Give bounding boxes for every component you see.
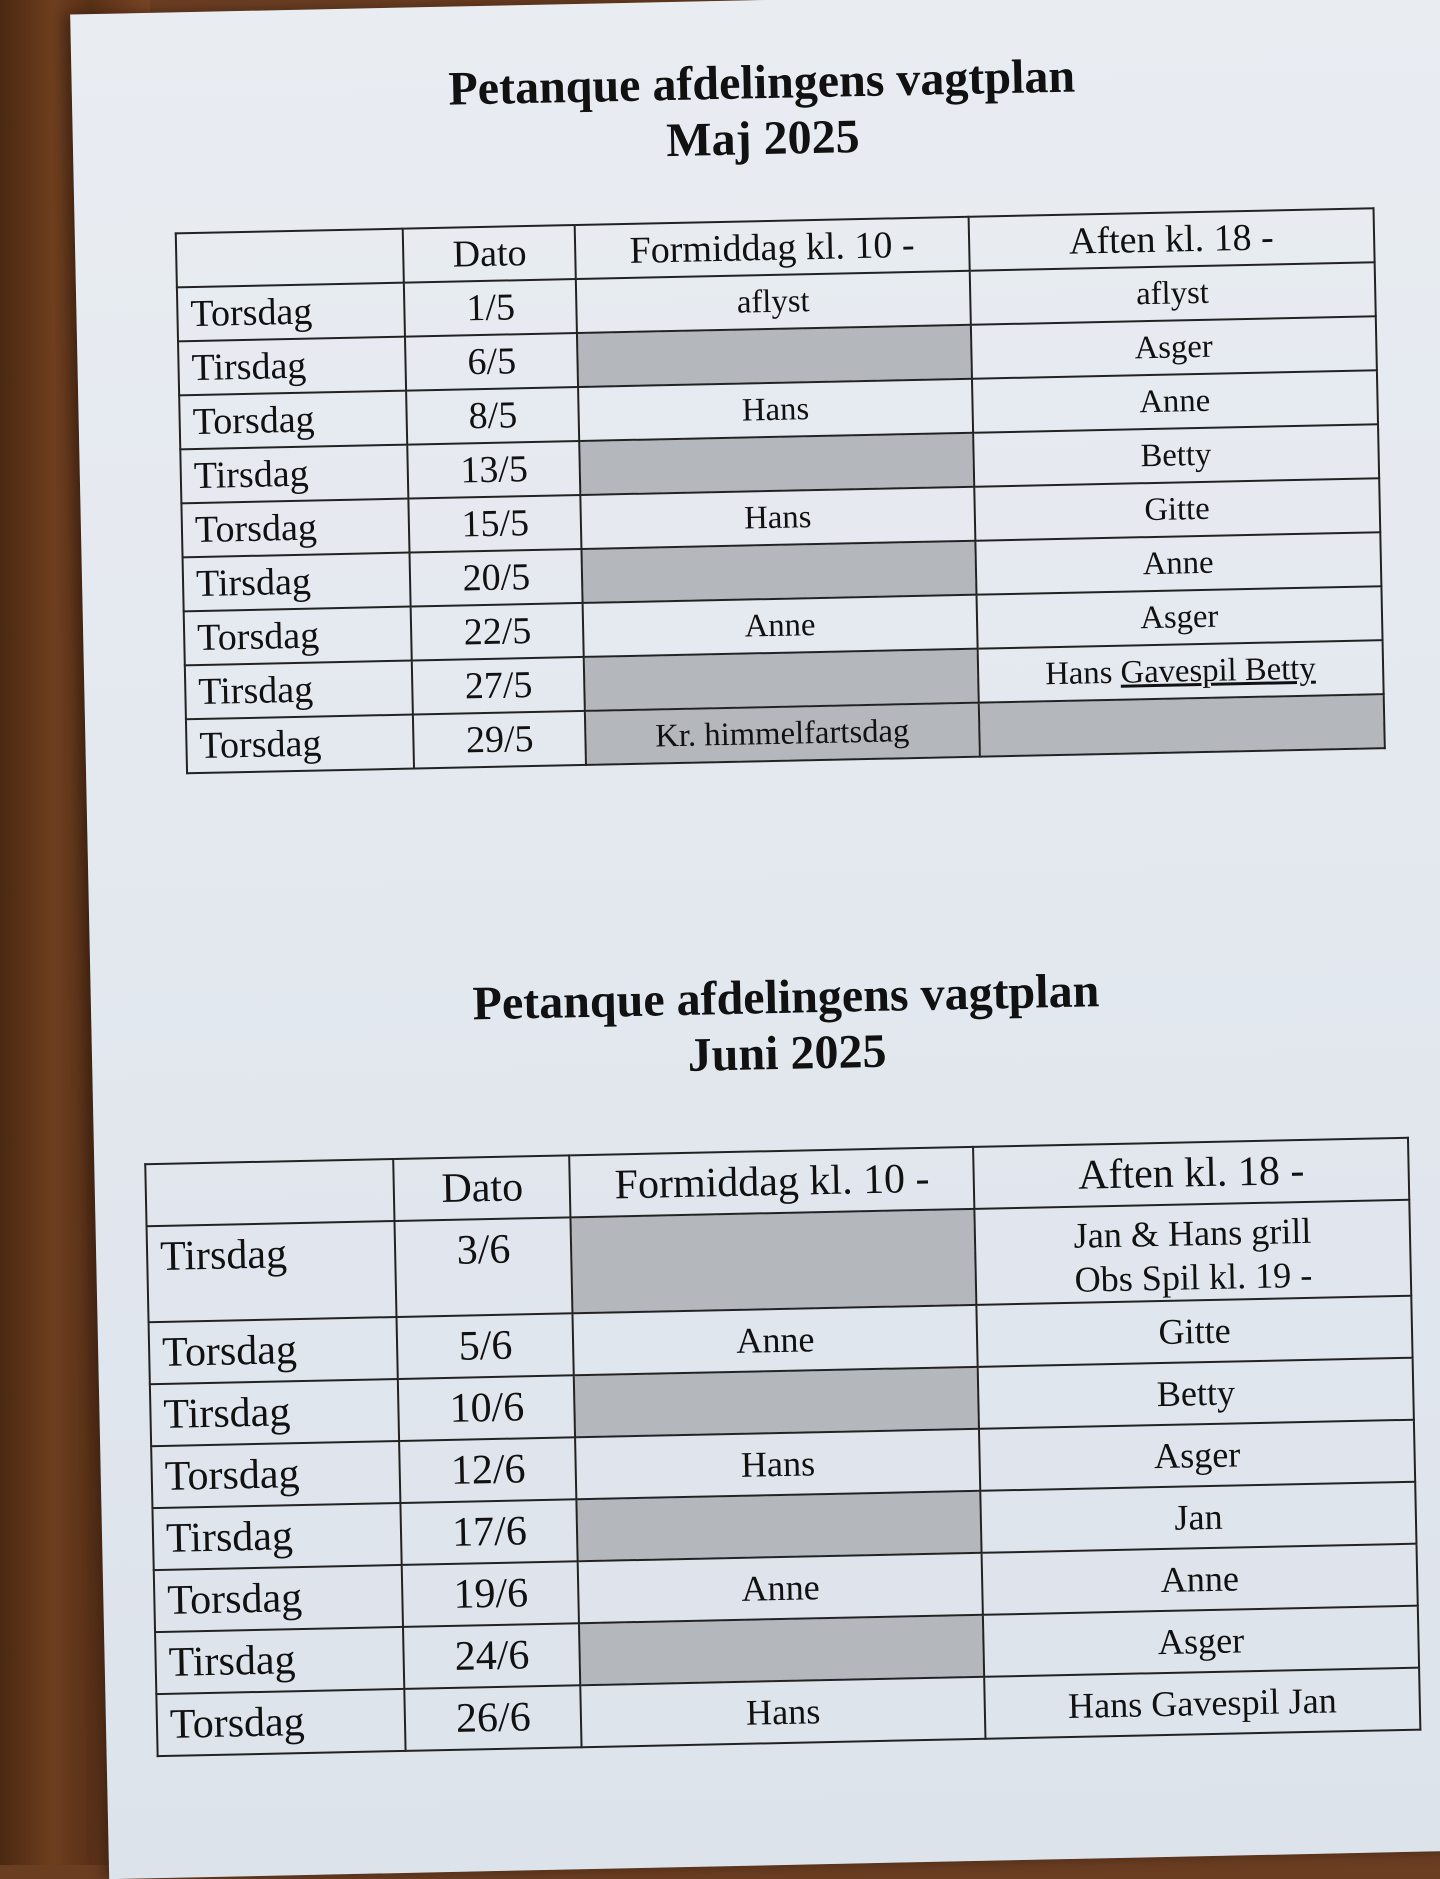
header-cell-morning: Formiddag kl. 10 -: [570, 1147, 975, 1217]
morning-cell: Hans: [581, 487, 975, 549]
june-title-line2: Juni 2025: [687, 1024, 887, 1082]
date-cell: 8/5: [406, 387, 579, 445]
date-cell: 1/5: [404, 279, 577, 337]
evening-cell: Betty: [973, 424, 1380, 486]
date-cell: 27/5: [412, 657, 585, 715]
morning-cell-blocked: [582, 541, 976, 603]
evening-cell: [977, 640, 1384, 702]
morning-cell: Hans: [581, 1677, 986, 1747]
may-section: [71, 40, 1440, 768]
morning-cell-holiday: Kr. himmelfartsdag: [585, 703, 979, 765]
header-cell-empty: [145, 1159, 395, 1226]
header-cell-date: Dato: [403, 225, 576, 283]
day-cell: Torsdag: [149, 1317, 399, 1384]
day-cell: Tirsdag: [155, 1627, 405, 1694]
evening-line1: Jan & Hans grill: [1073, 1210, 1312, 1256]
evening-cell: [975, 1200, 1412, 1305]
day-cell: Tirsdag: [150, 1379, 400, 1446]
paper-sheet: [70, 0, 1440, 1879]
day-cell: Torsdag: [156, 1689, 406, 1756]
evening-cell: Anne: [982, 1544, 1418, 1615]
morning-cell-blocked: [574, 1367, 979, 1437]
header-cell-evening: Aften kl. 18 -: [973, 1138, 1409, 1209]
date-cell: 17/6: [401, 1499, 578, 1565]
evening-cell: Anne: [975, 532, 1382, 594]
day-cell: Torsdag: [177, 283, 405, 342]
may-schedule-table: [175, 207, 1386, 774]
morning-cell: aflyst: [576, 271, 970, 333]
day-cell: Torsdag: [154, 1565, 404, 1632]
day-cell: Torsdag: [151, 1441, 401, 1508]
day-cell: Tirsdag: [183, 553, 411, 612]
evening-line2: Obs Spil kl. 19 -: [1074, 1254, 1313, 1300]
header-cell-evening: Aften kl. 18 -: [968, 208, 1375, 270]
date-cell: 15/5: [409, 495, 582, 553]
evening-name: Hans: [1044, 654, 1113, 692]
date-cell: 10/6: [398, 1375, 575, 1441]
day-cell: Tirsdag: [180, 445, 408, 504]
morning-cell: Hans: [578, 379, 972, 441]
date-cell: 5/6: [397, 1313, 574, 1379]
day-cell: Torsdag: [184, 607, 412, 666]
may-title-line2: Maj 2025: [665, 110, 861, 168]
evening-cell: Gitte: [977, 1296, 1413, 1367]
evening-cell: Gitte: [974, 478, 1381, 540]
evening-cell: Asger: [976, 586, 1383, 648]
evening-cell: Jan: [980, 1482, 1416, 1553]
day-cell: Torsdag: [181, 499, 409, 558]
date-cell: 26/6: [405, 1685, 582, 1751]
june-section: [90, 955, 1440, 1748]
date-cell: 20/5: [410, 549, 583, 607]
may-title-line1: Petanque afdelingens vagtplan: [447, 49, 1076, 116]
evening-cell: Asger: [970, 316, 1377, 378]
morning-cell: Hans: [575, 1429, 980, 1499]
day-cell: Torsdag: [186, 715, 414, 774]
day-cell: Tirsdag: [152, 1503, 402, 1570]
morning-cell-blocked: [577, 325, 971, 387]
evening-cell: Asger: [983, 1606, 1419, 1677]
date-cell: 22/5: [411, 603, 584, 661]
morning-cell-blocked: [571, 1209, 977, 1313]
date-cell: 6/5: [405, 333, 578, 391]
evening-cell: Asger: [979, 1420, 1415, 1491]
june-schedule-table: [144, 1137, 1421, 1757]
morning-cell-blocked: [580, 433, 974, 495]
evening-cell-blocked: [978, 694, 1385, 756]
date-cell: 12/6: [400, 1437, 577, 1503]
day-cell: Tirsdag: [178, 337, 406, 396]
date-cell: 29/5: [413, 711, 586, 769]
day-cell: Tirsdag: [185, 661, 413, 720]
evening-cell: aflyst: [969, 262, 1376, 324]
header-cell-empty: [176, 229, 404, 288]
date-cell: 13/5: [408, 441, 581, 499]
morning-cell-blocked: [584, 649, 978, 711]
header-cell-date: Dato: [394, 1155, 571, 1221]
date-cell: 24/6: [403, 1623, 580, 1689]
day-cell: Torsdag: [179, 391, 407, 450]
evening-note-underlined: Gavespil Betty: [1120, 650, 1316, 691]
morning-cell: Anne: [573, 1305, 978, 1375]
evening-cell: Betty: [978, 1358, 1414, 1429]
header-cell-morning: Formiddag kl. 10 -: [575, 217, 969, 279]
date-cell: 19/6: [402, 1561, 579, 1627]
evening-cell: Hans Gavespil Jan: [984, 1668, 1420, 1739]
morning-cell: Anne: [578, 1553, 983, 1623]
evening-cell: Anne: [971, 370, 1378, 432]
june-title-line1: Petanque afdelingens vagtplan: [472, 964, 1100, 1031]
morning-cell-blocked: [577, 1491, 982, 1561]
date-cell: 3/6: [395, 1217, 573, 1317]
day-cell: Tirsdag: [147, 1221, 397, 1322]
morning-cell-blocked: [579, 1615, 984, 1685]
morning-cell: Anne: [583, 595, 977, 657]
